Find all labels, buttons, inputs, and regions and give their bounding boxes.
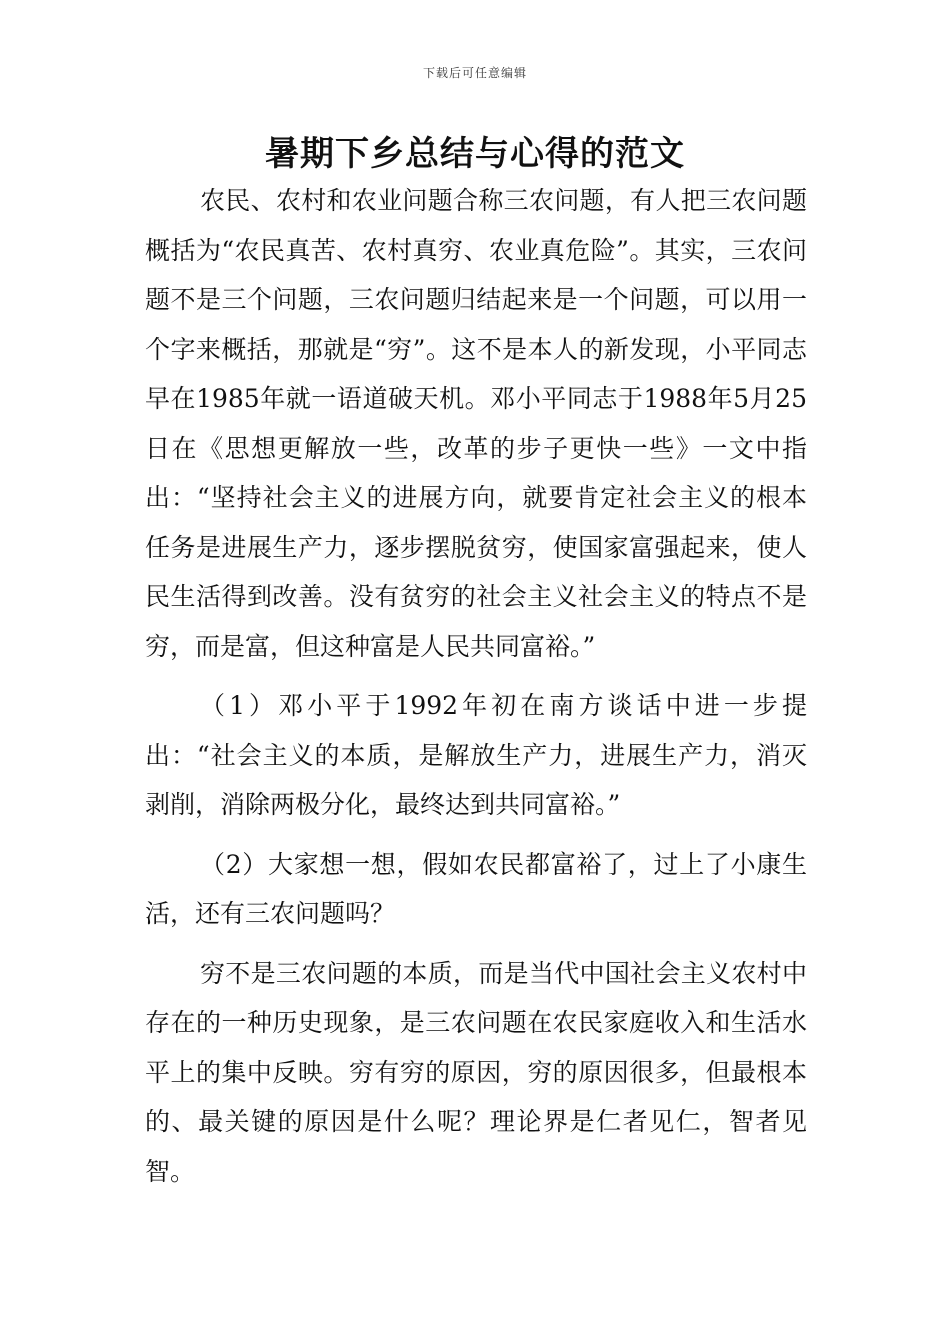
document-title: 暑期下乡总结与心得的范文 bbox=[265, 134, 685, 174]
document-body bbox=[145, 176, 807, 1196]
header-note: 下载后可任意编辑 bbox=[422, 66, 527, 80]
paragraph: （2）大家想一想，假如农民都富裕了，过上了小康生活，还有三农问题吗？ bbox=[145, 849, 807, 928]
paragraph: 农民、农村和农业问题合称三农问题，有人把三农问题概括为“农民真苦、农村真穷、农业真危险”。其实，三农问题不是三个问题，三农问题归结起来是一个问题，可以用一个字来概括，那就是“穷”。这不是本人的新发现，小平同志早在1985年就一语道破天机。邓小平同志于1988年5月25日在《思想更解放一些，改革的步子更快一些》一文中指出：“坚持社会主义的进展方向，就要肯定社会主义的根本任务是进展生产力，逐步摆脱贫穷，使国家富强起来，使人民生活得到改善。没有贫穷的社会主义社会主义的特点不是穷，而是富，但这种富是人民共同富裕。” bbox=[145, 186, 807, 661]
paragraph: 穷不是三农问题的本质，而是当代中国社会主义农村中存在的一种历史现象，是三农问题在农民家庭收入和生活水平上的集中反映。穷有穷的原因，穷的原因很多，但最根本的、最关键的原因是什么呢？理论界是仁者见仁，智者见智。 bbox=[145, 958, 807, 1186]
paragraph: （1）邓小平于1992年初在南方谈话中进一步提出：“社会主义的本质，是解放生产力，进展生产力，消灭剥削，消除两极分化，最终达到共同富裕。” bbox=[145, 691, 807, 819]
